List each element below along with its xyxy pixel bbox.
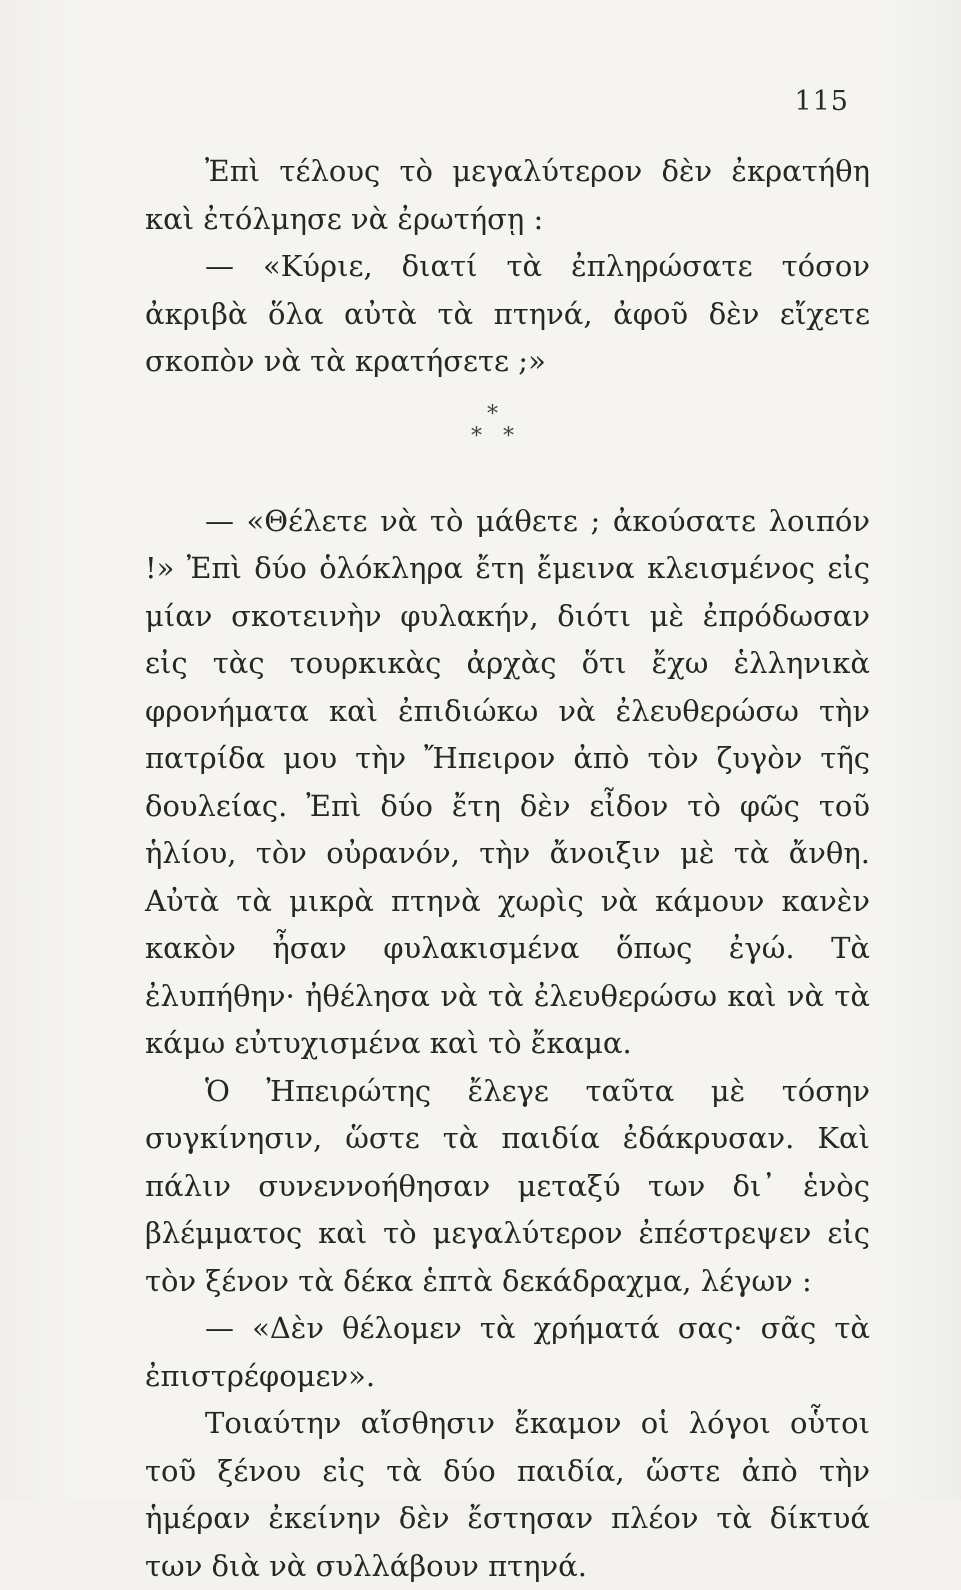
paragraph-story: — «Θέλετε νὰ τὸ μάθετε ; ἀκούσατε λοιπόν !» Ἐπὶ δύο ὁλόκληρα ἔτη ἔμεινα κλεισμένος εἰς μίαν σκοτεινὴν φυλακήν, διότι μὲ ἐπρόδωσαν εἰς τὰς τουρκικὰς ἀρχὰς ὅτι ἔχω ἑλληνικὰ φρονήματα καὶ ἐπιδιώκω νὰ ἐλευθερώσω τὴν πατρίδα μου τὴν Ἤπειρον ἀπὸ τὸν ζυγὸν τῆς δουλείας. Ἐπὶ δύο ἔτη δὲν εἶδον τὸ φῶς τοῦ ἡλίου, τὸν οὐρανόν, τὴν ἄνοιξιν μὲ τὰ ἄνθη. Αὐτὰ τὰ μικρὰ πτηνὰ χωρὶς νὰ κάμουν κανὲν κακὸν ἦσαν φυλακισμένα ὅπως ἐγώ. Τὰ ἐλυπήθην· ἠθέλησα νὰ τὰ ἐλευθερώσω καὶ νὰ τὰ κάμω εὐτυχισμένα καὶ τὸ ἔκαμα. [145, 503, 870, 1060]
body-text [145, 148, 870, 1590]
paragraph-return-money: — «Δὲν θέλομεν τὰ χρήματά σας· σᾶς τὰ ἐπιστρέφομεν». [145, 1311, 870, 1393]
separator-star: * [503, 423, 514, 449]
paragraph-question-intro: Ἐπὶ τέλους τὸ μεγαλύτερον δὲν ἐκρατήθη καὶ ἐτόλμησε νὰ ἐρωτήσῃ : [145, 154, 870, 236]
separator-star: * [487, 401, 498, 427]
paragraph-question: — «Κύριε, διατί τὰ ἐπληρώσατε τόσον ἀκριβὰ ὅλα αὐτὰ τὰ πτηνά, ἀφοῦ δὲν εἴχετε σκοπὸν νὰ τὰ κρατήσετε ;» [145, 249, 870, 378]
paragraph-ending: Τοιαύτην αἴσθησιν ἔκαμον οἱ λόγοι οὗτοι τοῦ ξένου εἰς τὰ δύο παιδία, ὥστε ἀπὸ τὴν ἡμέραν ἐκείνην δὲν ἔστησαν πλέον τὰ δίκτυά των διὰ νὰ συλλάβουν πτηνά. [145, 1406, 870, 1583]
page-number: 115 [794, 86, 849, 117]
paragraph-emotion: Ὁ Ἠπειρώτης ἔλεγε ταῦτα μὲ τόσην συγκίνησιν, ὥστε τὰ παιδία ἐδάκρυσαν. Καὶ πάλιν συνεννοήθησαν μεταξύ των δι᾽ ἑνὸς βλέμματος καὶ τὸ μεγαλύτερον ἐπέστρεψεν εἰς τὸν ξένον τὰ δέκα ἑπτὰ δεκάδραχμα, λέγων : [145, 1073, 870, 1298]
asterism-separator [145, 386, 870, 498]
separator-star: * [471, 423, 482, 449]
